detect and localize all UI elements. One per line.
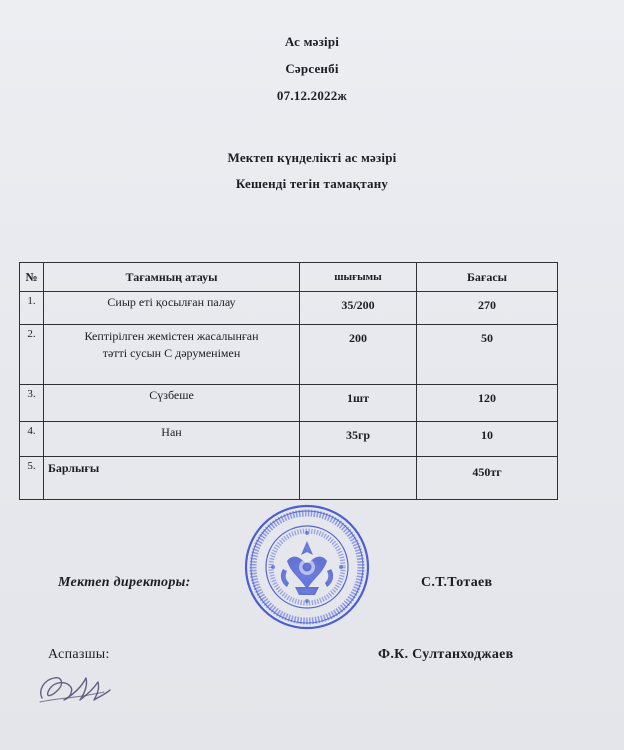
row-number: 4.: [20, 422, 44, 457]
column-header-price: Бағасы: [417, 263, 558, 292]
table-header-row: [20, 263, 558, 292]
dish-output: 35/200: [300, 292, 417, 325]
director-label: Мектеп директоры:: [58, 575, 191, 590]
director-name: С.Т.Тотаев: [421, 575, 493, 590]
meal-type: Кешенді тегін тамақтану: [235, 176, 389, 191]
row-number: 2.: [20, 325, 44, 385]
weekday: Сәрсенбі: [285, 61, 339, 76]
dish-price: 120: [417, 385, 558, 422]
total-output-empty: [300, 457, 417, 500]
column-header-number: №: [20, 263, 44, 292]
dish-output: 200: [300, 325, 417, 385]
dish-name: Нан: [44, 422, 300, 457]
dish-price: 10: [417, 422, 558, 457]
school-menu-subtitle: Мектеп күнделікті ас мәзірі: [227, 150, 397, 165]
column-header-output: шығымы: [300, 263, 417, 292]
table-row: [20, 325, 558, 385]
dish-price: 50: [417, 325, 558, 385]
row-number: 5.: [20, 457, 44, 500]
cook-name: Ф.К. Султанходжаев: [378, 647, 514, 662]
dish-name-line-1: Кептірілген жемістен жасалынған: [84, 329, 259, 343]
dish-price: 270: [417, 292, 558, 325]
menu-table: [19, 262, 558, 500]
row-number: 3.: [20, 385, 44, 422]
dish-name-line-2: тәтті сусын С дәруменімен: [102, 346, 241, 360]
menu-date: 07.12.2022ж: [276, 88, 348, 103]
table-row: [20, 422, 558, 457]
dish-name: [44, 325, 300, 385]
dish-output: 35гр: [300, 422, 417, 457]
menu-title: Ас мәзірі: [284, 34, 340, 49]
dish-name: Сиыр еті қосылған палау: [44, 292, 300, 325]
total-value: 450тг: [417, 457, 558, 500]
table-row: [20, 385, 558, 422]
cook-label: Аспазшы:: [48, 647, 110, 662]
handwritten-signature: [34, 668, 116, 710]
table-total-row: [20, 457, 558, 500]
dish-output: 1шт: [300, 385, 417, 422]
dish-name: Сүзбеше: [44, 385, 300, 422]
row-number: 1.: [20, 292, 44, 325]
total-label: Барлығы: [44, 457, 300, 500]
table-row: [20, 292, 558, 325]
school-seal-stamp: [243, 503, 371, 631]
column-header-dish-name: Тағамның атауы: [44, 263, 300, 292]
